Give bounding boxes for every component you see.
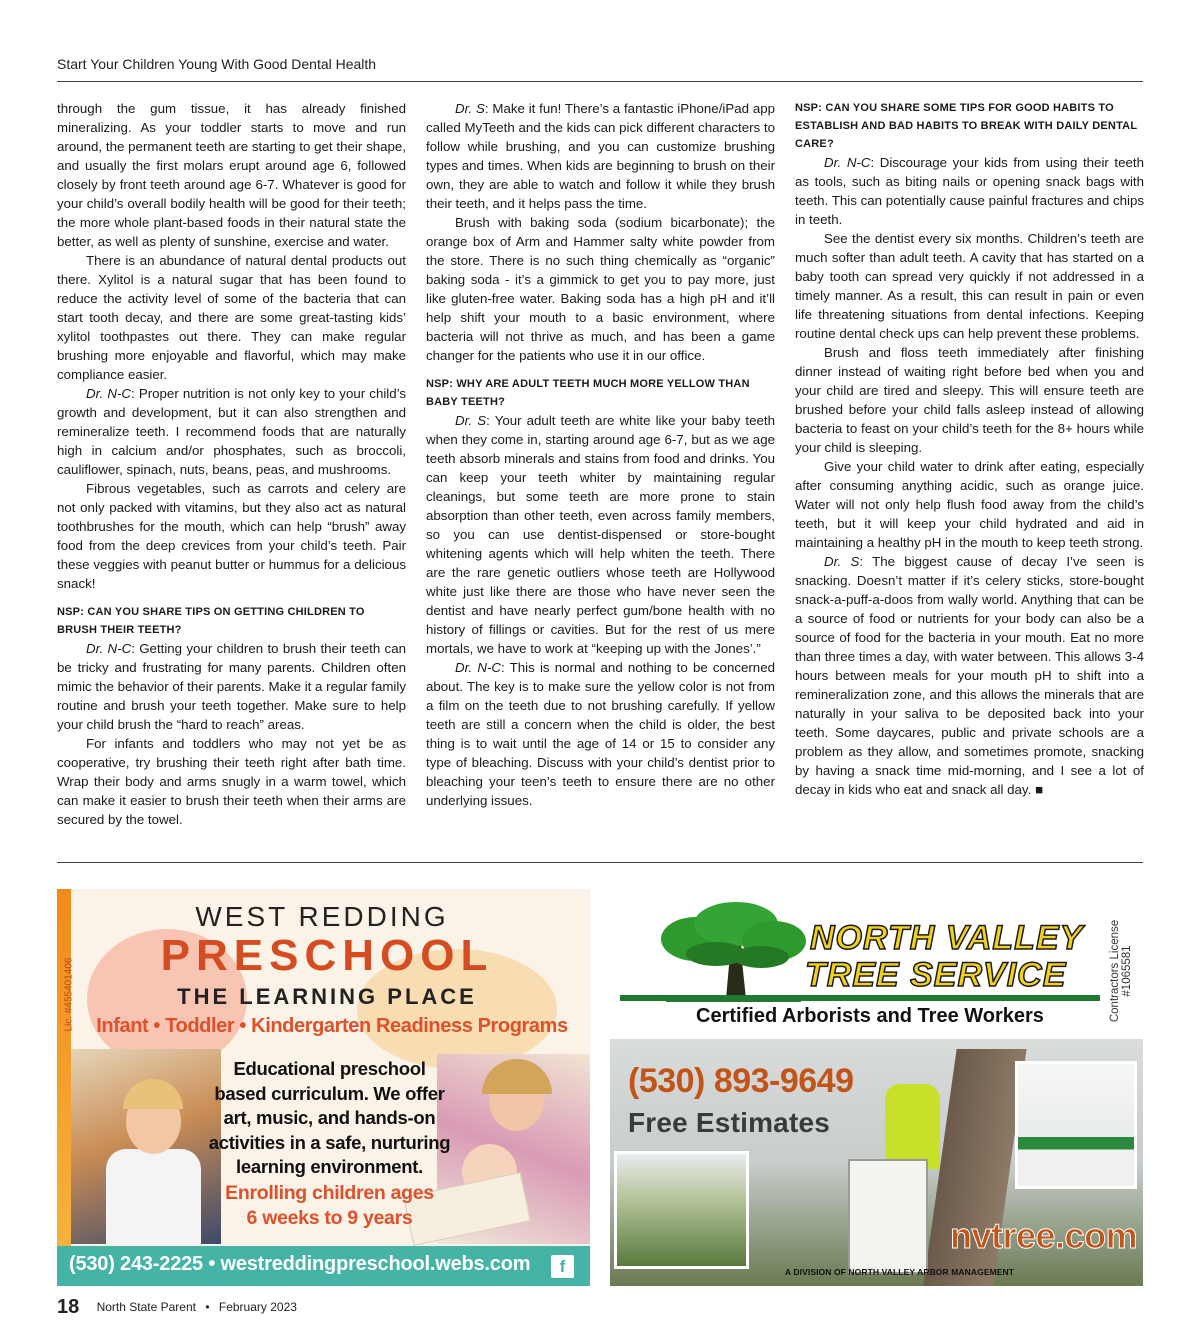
paragraph-text: : Proper nutrition is not only key to your child’s growth and development, but it can also strengthen and remineralize teeth. I recommend foods that are naturally high in calcium and/or phosphates, such as broccoli, cauliflower, spinach, nuts, beans, peas, and mushrooms. — [57, 386, 407, 477]
footer-separator: • — [205, 1300, 210, 1314]
paragraph — [426, 411, 775, 658]
interview-question — [57, 603, 406, 639]
offer-text: Free Estimates — [628, 1107, 831, 1138]
division-note: A DIVISION OF NORTH VALLEY ARBOR MANAGEMENT — [785, 1267, 1015, 1277]
paragraph: There is an abundance of natural dental products out there. Xylitol is a natural sugar that has been found to reduce the activity level of some of the bacteria that can start tooth decay, and there are some great-tasting kids’ xylitol toothpastes out there. They can make regular brushing more enjoyable and flavorful, which may make compliance easier. — [57, 253, 406, 382]
paragraph — [795, 552, 1144, 799]
paragraph-text: : Make it fun! There’s a fantastic iPhone/iPad app called MyTeeth and the kids can pick different characters to follow while brushing, and you can customize brushing types and times. When kids are beginning to brush on their own, they are able to watch and follow it while they brush their teeth, and it helps pass the time. — [426, 101, 775, 211]
question-label: NSP: — [57, 606, 88, 618]
paragraph: Give your child water to drink after eating, especially after consuming anything acidic, such as orange juice. Water will not only help flush food away from the child’s teeth, but it will keep your child hydrated and aid in maintaining a healthy pH in the mouth to keep teeth strong. — [795, 459, 1144, 550]
speaker-name: Dr. N-C — [86, 641, 132, 656]
company-name-line-1: NORTH VALLEY — [810, 919, 1084, 957]
paragraph — [57, 639, 406, 734]
issue-date: February 2023 — [218, 1300, 297, 1314]
interview-question — [426, 375, 775, 411]
arborist-photo — [885, 1084, 940, 1169]
paragraph: For infants and toddlers who may not yet be as cooperative, try brushing their teeth right after bath time. Wrap their body and arms snugly in a warm towel, which can make it easier to brush their teeth when their arms are secured by the towel. — [57, 736, 406, 827]
contractor-license: Contractors License #1065581 — [1109, 919, 1133, 1023]
description-line: art, music, and hands-on — [223, 1107, 436, 1128]
ad-name-line-2: PRESCHOOL — [160, 931, 494, 980]
enroll-line: 6 weeks to 9 years — [246, 1206, 413, 1229]
paragraph-text: : This is normal and nothing to be concerned about. The key is to make sure the yellow color is not from a film on the teeth due to not brushing carefully. If yellow teeth are still a concern when the child is older, the best thing is to wait until the age of 14 or 15 to consider any type of bleaching. Discuss with your child’s dentist prior to bleaching your teen’s teeth to ensure there are no other underlying issues. — [426, 660, 775, 808]
article-column-2 — [426, 99, 775, 810]
ad-contact-link[interactable]: (530) 243-2225 • westreddingpreschool.webs.com — [69, 1253, 531, 1275]
paragraph — [57, 384, 406, 479]
paragraph-text: : Getting your children to brush their teeth can be tricky and frustrating for many parents. Children often mimic the behavior of their parents. Make it a regular family routine and brush your teeth together. Make sure to help your child brush the “hard to reach” areas. — [57, 641, 406, 732]
phone-number[interactable]: (530) 893-9649 — [628, 1062, 854, 1100]
top-rule — [57, 81, 1143, 82]
ground-crew-photo — [614, 1151, 749, 1269]
paragraph: Brush with baking soda (sodium bicarbonate); the orange box of Arm and Hammer salty white powder from the store. There is no such thing chemically as “organic” baking soda - it’s a gimmick to get you to pay more, just like gluten-free water. Baking soda has a high pH and it’ll help shift your mouth to a basic environment, where bacteria will not thrive as much, and has been a game changer for the patients who use it in our office. — [426, 215, 775, 363]
description-line: Educational preschool — [233, 1058, 426, 1079]
tree-service-ad[interactable] — [610, 889, 1143, 1286]
question-text: CAN YOU SHARE SOME TIPS FOR GOOD HABITS TO ESTABLISH AND BAD HABITS TO BREAK WITH DAILY DENTAL CARE? — [795, 102, 1138, 150]
ad-name-line-1: WEST REDDING — [195, 901, 449, 932]
page-footer — [57, 1296, 297, 1319]
accent-bar — [620, 995, 1100, 1001]
ad-enrollment — [207, 1181, 452, 1230]
speaker-name: Dr. S — [455, 101, 485, 116]
page-number: 18 — [57, 1296, 80, 1318]
child-photo — [71, 1049, 221, 1244]
preschool-ad[interactable] — [57, 889, 590, 1286]
company-name-line-2: TREE SERVICE — [805, 956, 1067, 994]
speaker-name: Dr. N-C — [824, 155, 871, 170]
description-line: activities in a safe, nurturing — [208, 1131, 451, 1153]
speaker-name: Dr. N-C — [86, 386, 132, 401]
paragraph: through the gum tissue, it has already finished mineralizing. As your toddler starts to move and run around, the permanent teeth are starting to get their shape, and usually the first molars erupt around age 6, followed closely by front teeth around age 6-7. Whatever is good for your child’s overall bodily health will be good for their teeth; the more whole plant-based foods in their natural state the better, as well as plenty of sunshine, exercise and water. — [57, 101, 406, 249]
facebook-icon[interactable]: f — [551, 1255, 574, 1278]
tagline: Certified Arborists and Tree Workers — [696, 1005, 1044, 1027]
speaker-name: Dr. N-C — [455, 660, 502, 675]
publication-name: North State Parent — [96, 1300, 196, 1314]
paragraph: See the dentist every six months. Children’s teeth are much softer than adult teeth. A cavity that has started on a baby tooth can spread very quickly if not addressed in a timely manner. As a result, this can result in pain or even life threatening situations from dental infections. Keeping routine dental check ups can help prevent these problems. — [795, 231, 1144, 341]
article-column-3 — [795, 99, 1144, 799]
ad-description — [207, 1057, 452, 1180]
paragraph — [426, 99, 775, 213]
question-label: NSP: — [795, 102, 826, 114]
ad-programs: Infant • Toddler • Kindergarten Readiness Programs — [96, 1015, 568, 1037]
paragraph: Fibrous vegetables, such as carrots and celery are not only packed with vitamins, but they also act as natural toothbrushes for the mouth, which can help “brush” away food from the deep crevices from your child’s teeth. Pair these veggies with peanut butter or hummus for a delicious snack! — [57, 481, 406, 591]
oak-tree-logo-icon — [656, 899, 808, 1004]
article-column-1 — [57, 99, 406, 829]
website-link[interactable]: nvtree.com — [950, 1215, 1138, 1256]
question-text: WHY ARE ADULT TEETH MUCH MORE YELLOW THAN BABY TEETH? — [426, 378, 750, 408]
paragraph — [426, 658, 775, 810]
paragraph-text: : The biggest cause of decay I’ve seen is snacking. Doesn’t matter if it’s celery sticks, store-bought snack-a-puff-a-doos from wally world. Anything that can be a source of food or nutrients for your body can also be a source of food for the bacteria in your mouth. Eat no more than three times a day, with water between. This allows 3-4 hours between meals for your mouth pH to shift into a remineralization zone, and this allows the minerals that are naturally in your saliva to be deposited back into your teeth. Some daycares, public and private schools are a problem as they allow, and sometimes promote, snacking by having a snack time mid-morning, and I see a lot of decay in kids who eat and snack all day. — [795, 554, 1144, 797]
bucket-lift-photo — [848, 1159, 928, 1274]
question-text: CAN YOU SHARE TIPS ON GETTING CHILDREN TO BRUSH THEIR TEETH? — [57, 606, 365, 636]
license-number: Lic. #455401406 — [63, 957, 75, 1032]
end-mark: ■ — [1034, 782, 1044, 797]
paragraph-text: : Discourage your kids from using their teeth as tools, such as biting nails or opening snack bags with teeth. This can potentially cause painful fractures and chips in teeth. — [795, 155, 1145, 227]
section-rule — [57, 862, 1143, 863]
paragraph: Brush and floss teeth immediately after finishing dinner instead of waiting right before bed when you and your child are tired and sleepy. This will ensure teeth are brushed before your child falls asleep instead of allowing bacteria to feast on your child’s teeth for the 8+ hours while your child is sleeping. — [795, 345, 1144, 455]
enroll-line: Enrolling children ages — [225, 1182, 434, 1204]
description-line: based curriculum. We offer — [214, 1082, 445, 1104]
question-label: NSP: — [426, 378, 457, 390]
speaker-name: Dr. S — [824, 554, 860, 569]
paragraph-text: : Your adult teeth are white like your baby teeth when they come in, starting around age 6-7, but as we age teeth absorb minerals and stains from food and drinks. You can keep your teeth whiter by maintaining regular cleanings, but some teeth are more prone to stain absorption than other teeth, even across family members, so you can use dentist-dispensed or store-bought whitening agents which will help whiten the teeth. There are the rare genetic outliers whose teeth are Hollywood white just like there are those who have never seen the dentist and have nearly perfect gum/bone health with no history of fillings or cavities. But for the rest of us mere mortals, we have to work at “keeping up with the Jones’.” — [426, 413, 775, 656]
description-line: learning environment. — [236, 1156, 423, 1177]
interview-question — [795, 99, 1144, 153]
children-reading-photo — [437, 1054, 590, 1244]
paragraph — [795, 153, 1144, 229]
running-head-title: Start Your Children Young With Good Dental Health — [57, 56, 377, 72]
ad-subtitle: THE LEARNING PLACE — [177, 984, 477, 1009]
speaker-name: Dr. S — [455, 413, 487, 428]
truck-photo — [1015, 1061, 1137, 1189]
